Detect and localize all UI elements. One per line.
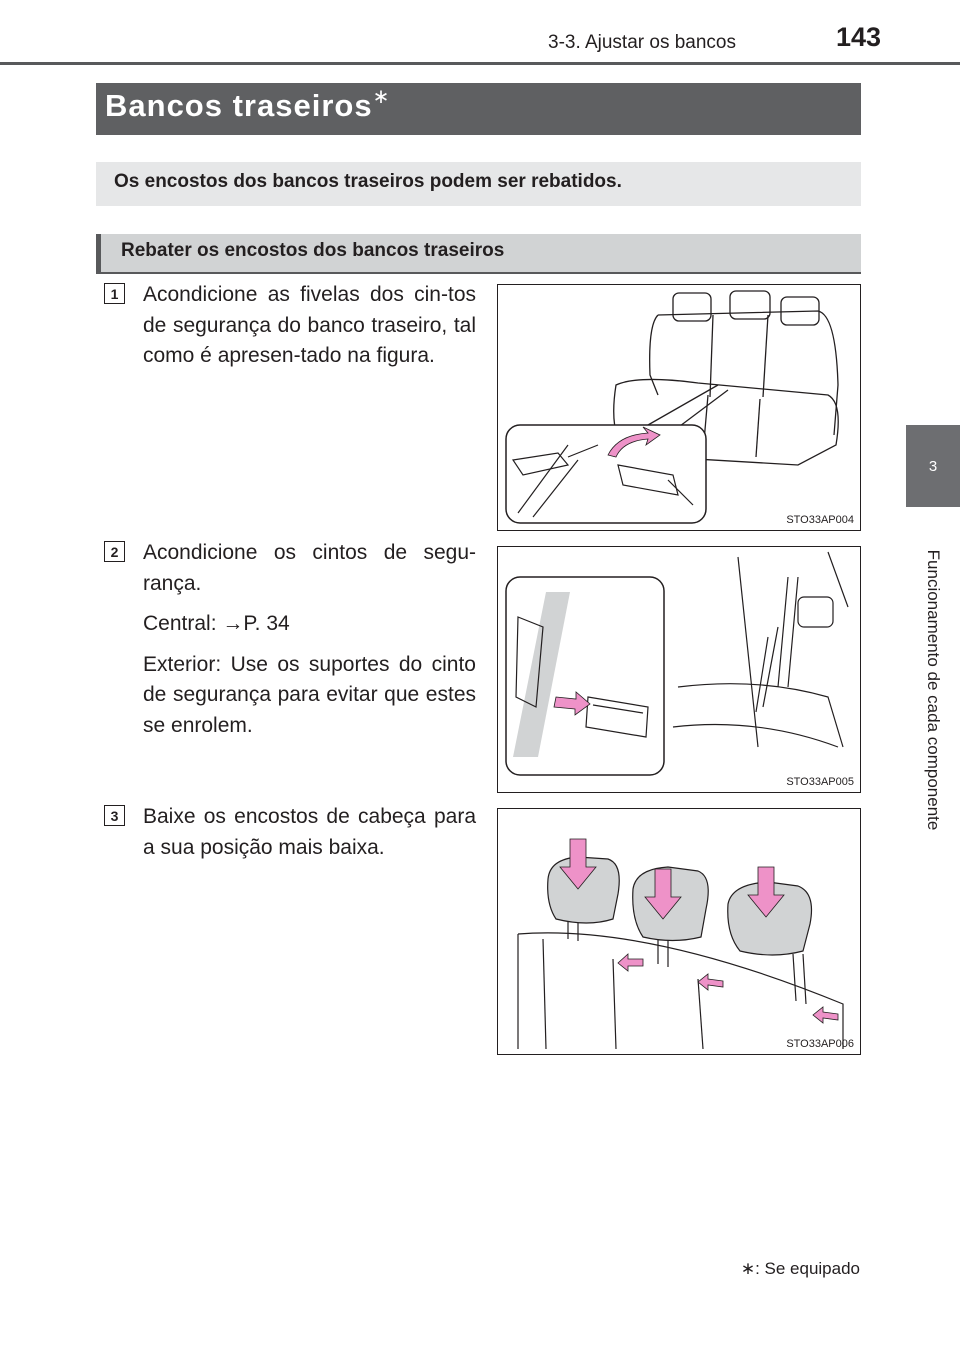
step-3-text xyxy=(143,802,476,863)
figure-3-code: STO33AP006 xyxy=(786,1038,854,1050)
seat-belt-holder-illustration xyxy=(498,547,860,792)
chapter-number: 3 xyxy=(928,457,938,475)
subsection-bar xyxy=(96,234,861,272)
figure-1-code: STO33AP004 xyxy=(786,514,854,526)
subsection-title: Rebater os encostos dos bancos traseiros xyxy=(121,240,505,261)
step-2-paragraph-2: Central: →P. 34 xyxy=(143,612,290,635)
seat-belt-buckle-illustration xyxy=(498,285,860,530)
running-head: 3-3. Ajustar os bancos xyxy=(548,32,736,53)
step-3-paragraph: Baixe os encostos de cabeça para a sua posição mais baixa. xyxy=(143,805,476,859)
figure-1 xyxy=(497,284,861,531)
step-1-text xyxy=(143,280,476,372)
equipped-marker: ∗ xyxy=(372,86,391,108)
page-number: 143 xyxy=(836,22,882,52)
intro-bar xyxy=(96,162,861,206)
section-title: Bancos traseiros xyxy=(105,88,373,123)
step-number-3: 3 xyxy=(104,805,125,826)
section-title-bar xyxy=(96,83,861,135)
step-number-1: 1 xyxy=(104,283,125,304)
headrest-lowering-illustration xyxy=(498,809,860,1054)
header-rule xyxy=(0,62,960,65)
step-2-paragraph-1: Acondicione os cintos de segu-rança. xyxy=(143,541,476,595)
figure-2 xyxy=(497,546,861,793)
chapter-tab xyxy=(906,425,960,507)
step-1-paragraph: Acondicione as fivelas dos cin-tos de segurança do banco traseiro, tal como é apresen-tado na figura. xyxy=(143,283,476,367)
chapter-title: Funcionamento de cada componente xyxy=(924,549,943,831)
step-number-2: 2 xyxy=(104,541,125,562)
figure-2-code: STO33AP005 xyxy=(786,776,854,788)
figure-3 xyxy=(497,808,861,1055)
footnote: ∗: Se equipado xyxy=(740,1259,860,1278)
intro-text: Os encostos dos bancos traseiros podem ser rebatidos. xyxy=(114,171,622,192)
step-2-text xyxy=(143,538,476,741)
chapter-side-label xyxy=(906,510,960,870)
subsection-rule xyxy=(96,272,861,274)
step-2-paragraph-3: Exterior: Use os suportes do cinto de segurança para evitar que estes se enrolem. xyxy=(143,652,476,737)
